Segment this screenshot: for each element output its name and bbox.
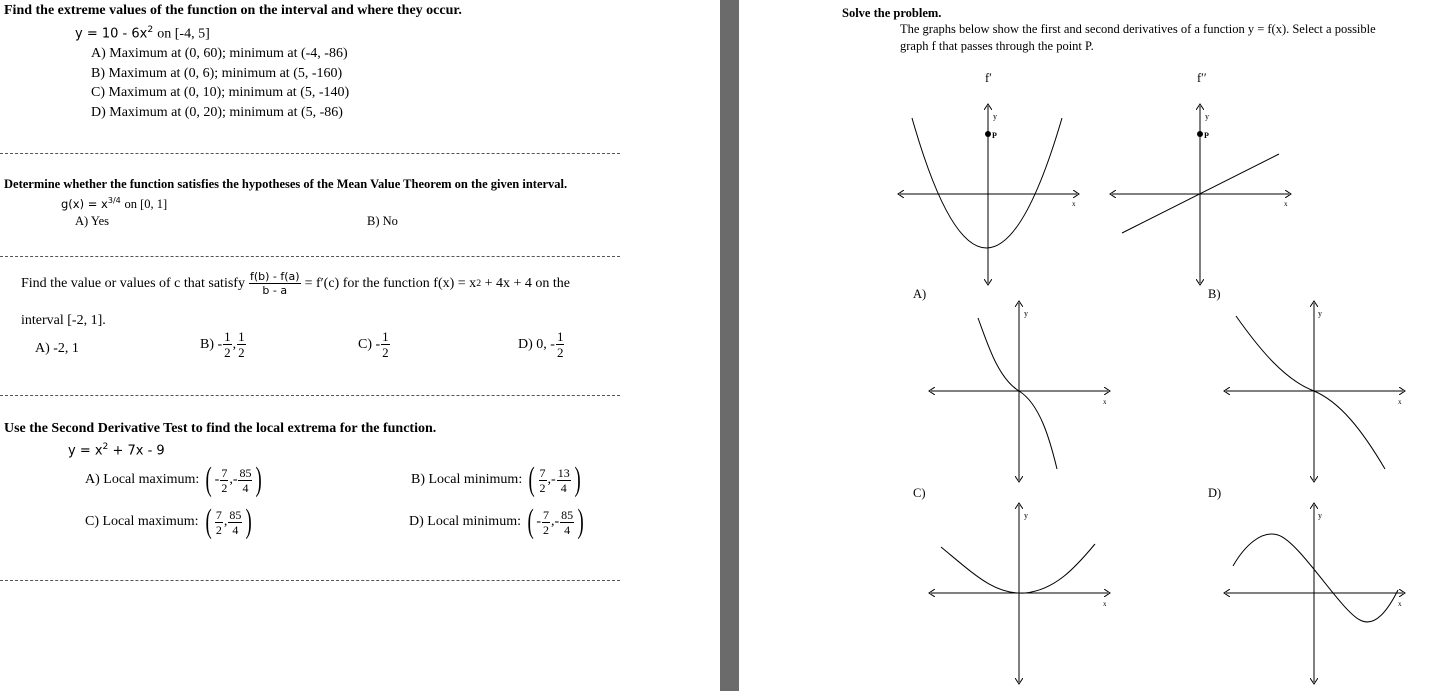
graph-choice-d[interactable]	[1226, 505, 1403, 682]
choice-d-label[interactable]: D)	[1208, 486, 1222, 500]
q1-choice-d[interactable]: D) Maximum at (0, 20); minimum at (5, -86)	[91, 105, 343, 120]
graph-choice-c[interactable]	[931, 505, 1108, 682]
curve	[1233, 534, 1398, 622]
q1-function: $y = 10 - 6x^2$ on [-4, 5]	[75, 25, 210, 42]
y-axis-label: y	[1318, 309, 1322, 318]
q3-interval: interval [-2, 1].	[21, 313, 106, 328]
y-axis-label: y	[1024, 309, 1028, 318]
x-axis-label: x	[1103, 600, 1107, 608]
choice-a-label[interactable]: A)	[913, 287, 927, 301]
q3-choice-c[interactable]: C) - $\frac{1}{2}$	[358, 329, 389, 360]
q4-choice-a[interactable]: A) Local maximum: ( - $\frac{7}{2}$ , - $\frac{85}{4}$ )	[85, 461, 263, 498]
x-axis-label: x	[1284, 200, 1288, 208]
q1-heading: Find the extreme values of the function on the interval and where they occur.	[4, 3, 462, 18]
q2-function: $g(x) = x^{3/4}$ on [0, 1]	[61, 196, 168, 211]
mvt-fraction: $\frac{f(b) - f(a)}{b - a}$	[249, 270, 300, 297]
graph-fdoubleprime	[1112, 106, 1289, 283]
q5-text-line1: The graphs below show the first and second derivatives of a function y = f(x). Select a possible	[900, 22, 1376, 36]
graph-choice-b[interactable]	[1226, 303, 1403, 480]
q1-choice-c[interactable]: C) Maximum at (0, 10); minimum at (5, -140)	[91, 85, 350, 100]
y-axis-label: y	[1205, 112, 1209, 121]
q4-choice-d[interactable]: D) Local minimum: ( - $\frac{7}{2}$ , - $\frac{85}{4}$ )	[409, 503, 584, 540]
x-axis-label: x	[1398, 398, 1402, 406]
q1-choice-b[interactable]: B) Maximum at (0, 6); minimum at (5, -160)	[91, 66, 343, 81]
curve	[1236, 316, 1385, 469]
point-p	[985, 131, 991, 137]
x-axis-label: x	[1103, 398, 1107, 406]
q4-function: $y = x^2 + 7x - 9$	[68, 442, 165, 459]
graph-fprime	[900, 106, 1077, 283]
parabola-curve	[912, 118, 1062, 248]
q5-text-line2: graph f that passes through the point P.	[900, 39, 1094, 53]
q5-heading: Solve the problem.	[842, 6, 942, 20]
q4-choice-b[interactable]: B) Local minimum: ( $\frac{7}{2}$ , - $\frac{13}{4}$ )	[411, 461, 581, 498]
choice-c-label[interactable]: C)	[913, 486, 926, 500]
x-axis-label: x	[1398, 600, 1402, 608]
point-p-label: P	[1204, 131, 1209, 140]
q4-heading: Use the Second Derivative Test to find the local extrema for the function.	[4, 421, 437, 436]
q3-choice-d[interactable]: D) 0, - $\frac{1}{2}$	[518, 329, 564, 360]
point-p	[1197, 131, 1203, 137]
q2-choice-a[interactable]: A) Yes	[75, 214, 110, 228]
graph-fprime-label: f′	[985, 71, 992, 85]
curve	[978, 318, 1057, 469]
x-axis-label: x	[1072, 200, 1076, 208]
q4-choice-c[interactable]: C) Local maximum: ( $\frac{7}{2}$ , $\frac{85}{4}$ )	[85, 503, 253, 540]
y-axis-label: y	[993, 112, 997, 121]
q3-choice-b[interactable]: B) - $\frac{1}{2}$ , $\frac{1}{2}$	[200, 329, 245, 360]
y-axis-label: y	[1024, 511, 1028, 520]
q1-choice-a[interactable]: A) Maximum at (0, 60); minimum at (-4, -86)	[91, 46, 348, 61]
graph-choice-a[interactable]	[931, 303, 1108, 480]
y-axis-label: y	[1318, 511, 1322, 520]
graph-fdoubleprime-label: f′′	[1197, 71, 1207, 85]
q2-heading: Determine whether the function satisfies the hypotheses of the Mean Value Theorem on the given interval.	[4, 177, 568, 191]
point-p-label: P	[992, 131, 997, 140]
choice-b-label[interactable]: B)	[1208, 287, 1221, 301]
q3-statement: Find the value or values of c that satisfy $\frac{f(b) - f(a)}{b - a}$ = f′(c) for the function f(x) = x 2 + 4x + 4 on the	[21, 270, 570, 297]
q2-choice-b[interactable]: B) No	[367, 214, 398, 228]
q3-choice-a[interactable]: A) -2, 1	[35, 341, 79, 356]
curve	[941, 544, 1095, 593]
